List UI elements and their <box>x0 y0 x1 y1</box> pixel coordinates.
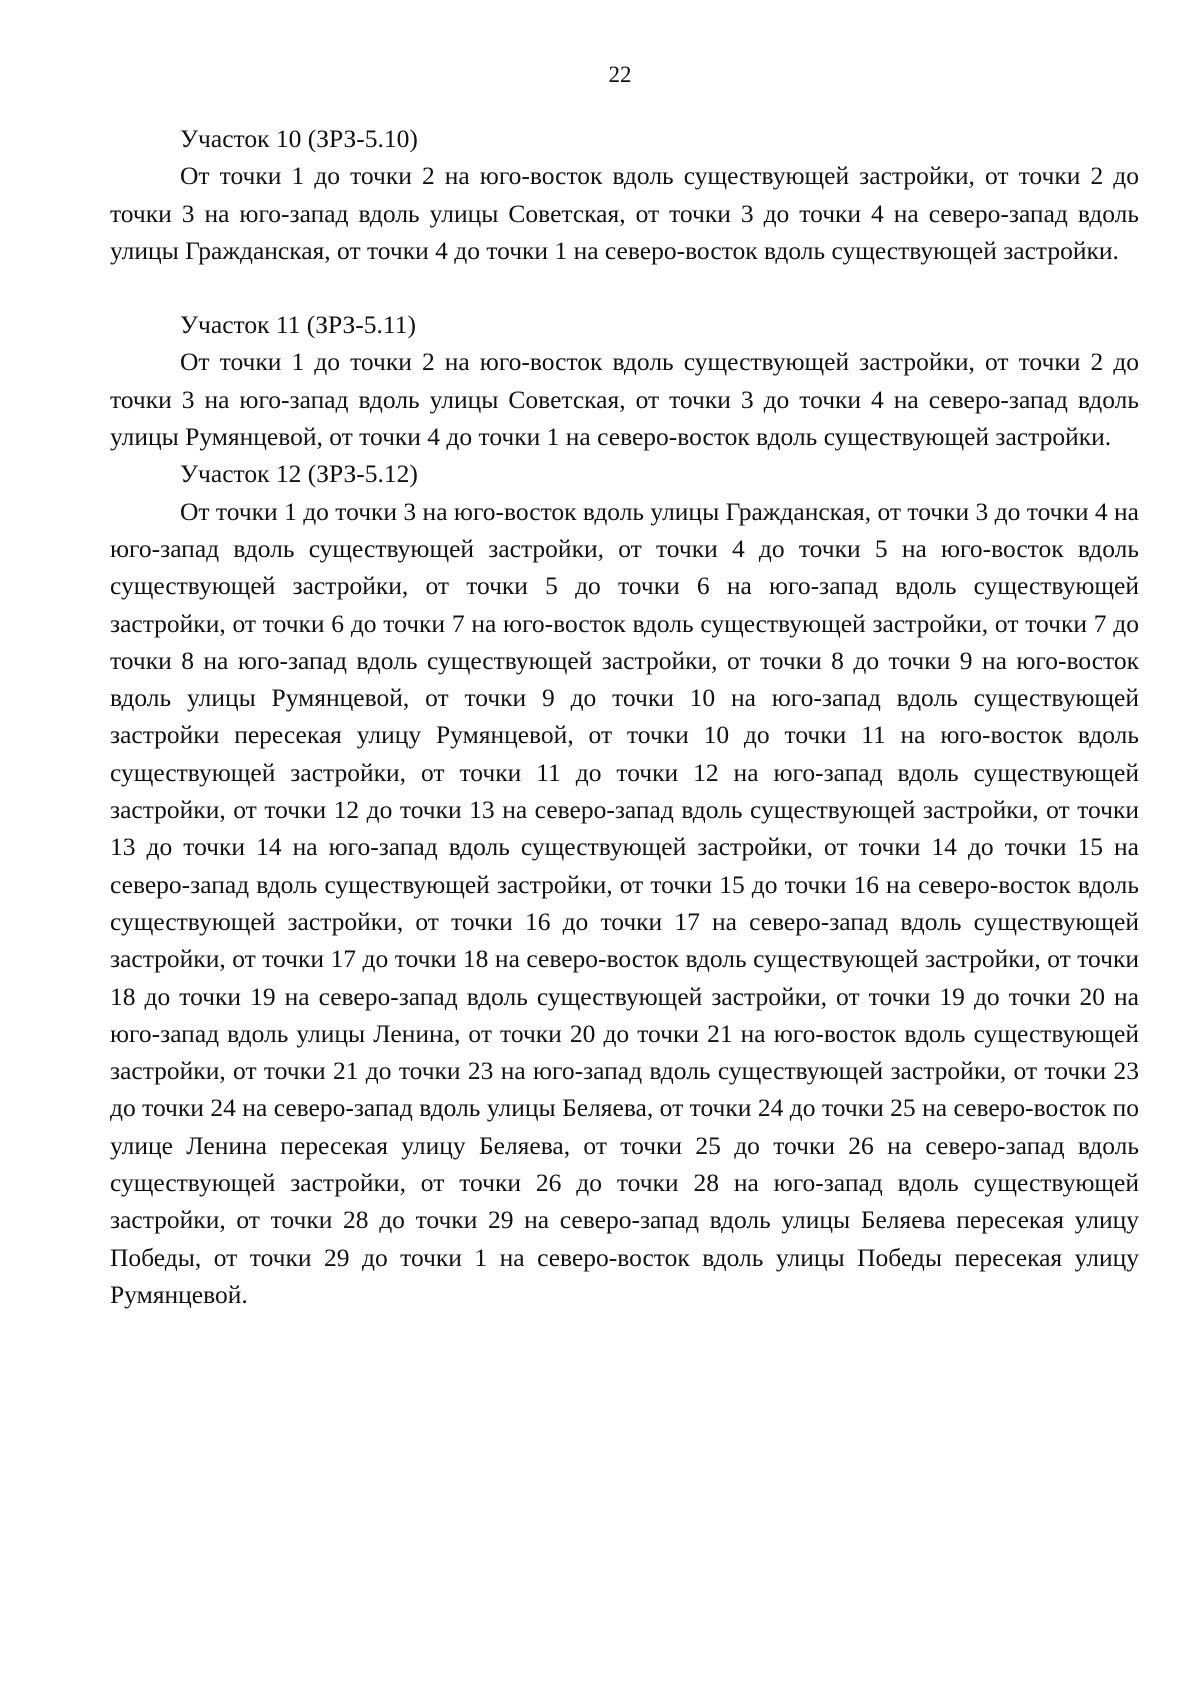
section-heading: Участок 12 (ЗРЗ-5.12) <box>180 459 418 489</box>
paragraph-gap <box>110 269 1139 306</box>
section-plot-10 <box>110 120 1139 269</box>
section-heading: Участок 10 (ЗРЗ-5.10) <box>180 124 418 153</box>
section-text: От точки 1 до точки 3 на юго-восток вдоль улицы Гражданская, от точки 3 до точки 4 на юго-запад вдоль существующей застройки, от точки 4 до точки 5 на юго-восток вдоль существующей застройки, от точки 5 до точки 6 на юго-запад вдоль существующей застройки, от точки 6 до точки 7 на юго-восток вдоль существующей застройки, от точки 7 до точки 8 на юго-запад вдоль существующей застройки, от точки 8 до точки 9 на юго-восток вдоль улицы Румянцевой, от точки 9 до точки 10 на юго-запад вдоль существующей застройки пересекая улицу Румянцевой, от точки 10 до точки 11 на юго-восток вдоль существующей застройки, от точки 11 до точки 12 на юго-запад вдоль существующей застройки, от точки 12 до точки 13 на северо-запад вдоль существующей застройки, от точки 13 до точки 14 на юго-запад вдоль существующей застройки, от точки 14 до точки 15 на северо-запад вдоль существующей застройки, от точки 15 до точки 16 на северо-восток вдоль существующей застройки, от точки 16 до точки 17 на северо-запад вдоль существующей застройки, от точки 17 до точки 18 на северо-восток вдоль существующей застройки, от точки 18 до точки 19 на северо-запад вдоль существующей застройки, от точки 19 до точки 20 на юго-запад вдоль улицы Ленина, от точки 20 до точки 21 на юго-восток вдоль существующей застройки, от точки 21 до точки 23 на юго-запад вдоль существующей застройки, от точки 23 до точки 24 на северо-запад вдоль улицы Беляева, от точки 24 до точки 25 на северо-восток по улице Ленина пересекая улицу Беляева, от точки 25 до точки 26 на северо-запад вдоль существующей застройки, от точки 26 до точки 28 на юго-запад вдоль существующей застройки, от точки 28 до точки 29 на северо-запад вдоль улицы Беляева пересекая улицу Победы, от точки 29 до точки 1 на северо-восток вдоль улицы Победы пересекая улицу Румянцевой. <box>110 496 1139 1309</box>
section-plot-12 <box>110 455 1139 1313</box>
section-text: От точки 1 до точки 2 на юго-восток вдоль существующей застройки, от точки 2 до точки 3 на юго-запад вдоль улицы Советская, от точки 3 до точки 4 на северо-запад вдоль улицы Гражданская, от точки 4 до точки 1 на северо-восток вдоль существующей застройки. <box>110 161 1139 265</box>
page-number: 22 <box>608 62 632 87</box>
section-plot-11 <box>110 306 1139 455</box>
document-body <box>110 120 1139 1313</box>
section-text: От точки 1 до точки 2 на юго-восток вдоль существующей застройки, от точки 2 до точки 3 на юго-запад вдоль улицы Советская, от точки 3 до точки 4 на северо-запад вдоль улицы Румянцевой, от точки 4 до точки 1 на северо-восток вдоль существующей застройки. <box>110 347 1139 452</box>
section-heading: Участок 11 (ЗРЗ-5.11) <box>180 310 416 340</box>
